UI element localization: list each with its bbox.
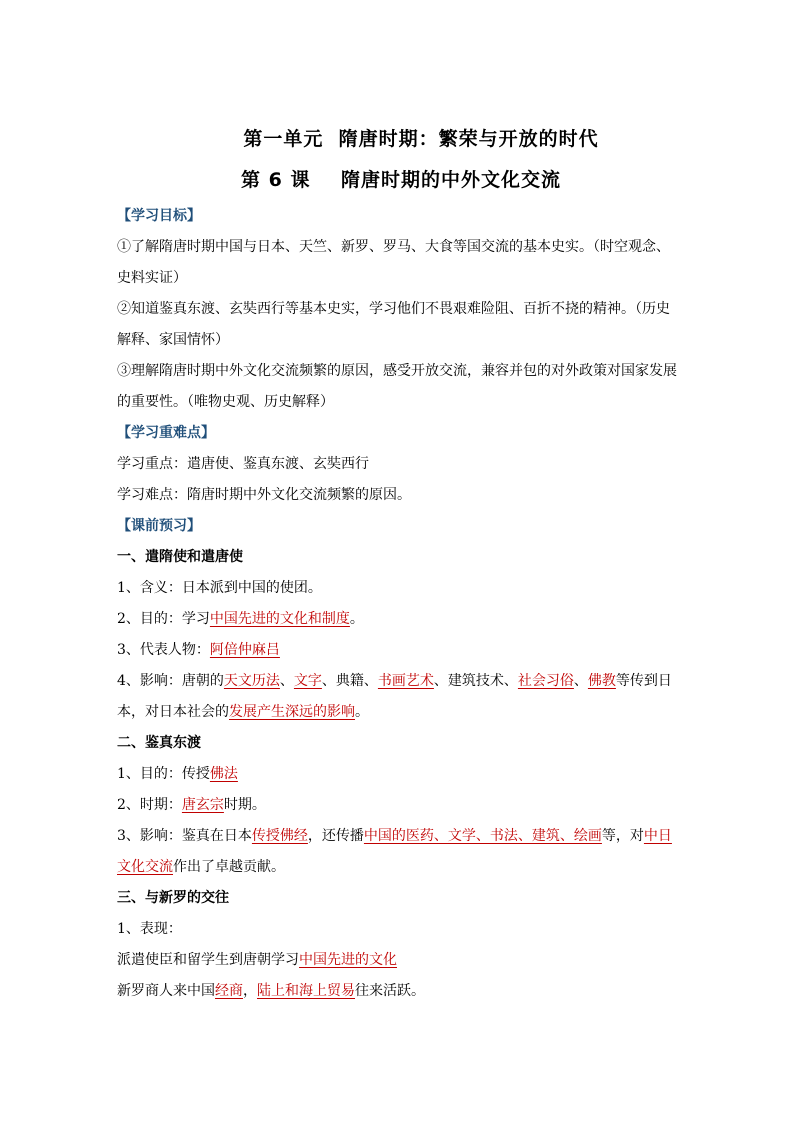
section-1-heading: 一、遣隋使和遣唐使	[117, 549, 243, 565]
s1-representative	[117, 635, 679, 666]
lesson-title: 第 6 课 隋唐时期的中外文化交流	[241, 169, 561, 191]
s2-period	[117, 790, 679, 821]
answer-text: 陆上和海上贸易	[257, 983, 355, 999]
key-focus: 学习重点：遣唐使、鉴真东渡、玄奘西行	[117, 456, 369, 472]
objective-1-line-2: 史料实证）	[117, 270, 187, 286]
answer-text: 发展产生深远的影响	[229, 704, 355, 720]
text-run: 2、时期：	[117, 797, 182, 813]
answer-text: 文字	[293, 673, 322, 689]
text-run: 派遣使臣和留学生到唐朝学习	[117, 952, 299, 968]
text-run: 3、影响：鉴真在日本	[117, 828, 252, 844]
text-run: 新罗商人来中国	[117, 983, 215, 999]
preview-header: 【课前预习】	[117, 518, 201, 534]
answer-text: 社会习俗	[517, 673, 574, 689]
answer-text: 中国先进的文化	[299, 952, 397, 968]
answer-text: 经商	[215, 983, 243, 999]
section-2-heading: 二、鉴真东渡	[117, 735, 201, 751]
text-run: 往来活跃。	[355, 983, 425, 999]
objective-2-line-2: 解释、家国情怀）	[117, 332, 229, 348]
text-run: 等，对	[601, 828, 644, 844]
s2-purpose	[117, 759, 679, 790]
answer-text: 中国的医药、文学、书法、建筑、绘画	[363, 828, 602, 844]
text-run: 。	[355, 704, 369, 720]
answer-text: 中日	[643, 828, 672, 844]
objective-3-line-2: 的重要性。（唯物史观、历史解释）	[117, 394, 334, 410]
s1-influence-line-2	[117, 697, 679, 728]
answer-text: 中国先进的文化和制度	[209, 611, 350, 627]
objective-3-line-1: ③理解隋唐时期中外文化交流频繁的原因，感受开放交流，兼容并包的对外政策对国家发展	[117, 363, 677, 379]
s1-influence-line-1	[117, 666, 679, 697]
s2-influence-line-1	[117, 821, 679, 852]
text-run: 本，对日本社会的	[117, 704, 229, 720]
key-points-header: 【学习重难点】	[117, 425, 215, 441]
s1-representative-label: 3、代表人物：	[117, 642, 210, 658]
text-run: 、	[279, 673, 294, 689]
text-run: 作出了卓越贡献。	[173, 859, 285, 875]
answer-text: 阿倍仲麻吕	[209, 642, 280, 658]
s3-merchants	[117, 976, 679, 1007]
answer-text: 佛法	[209, 766, 238, 782]
s2-influence-line-2	[117, 852, 679, 883]
text-run: ，还传播	[307, 828, 364, 844]
lesson-content	[117, 201, 679, 1007]
answer-text: 佛教	[587, 673, 616, 689]
text-run: 、建筑技术、	[433, 673, 518, 689]
text-run: 时期。	[223, 797, 266, 813]
answer-text: 传授佛经	[251, 828, 308, 844]
text-run: 4、影响：唐朝的	[117, 673, 224, 689]
answer-text: 唐玄宗	[181, 797, 224, 813]
text-run: ，	[243, 983, 257, 999]
text-run: 、	[573, 673, 588, 689]
text-run: 等传到日	[615, 673, 672, 689]
s3-envoys	[117, 945, 679, 976]
objective-2-line-1: ②知道鉴真东渡、玄奘西行等基本史实，学习他们不畏艰难险阻、百折不挠的精神。（历史	[117, 301, 670, 317]
s1-purpose-label: 2、目的：学习	[117, 611, 210, 627]
s1-purpose	[117, 604, 679, 635]
punctuation: 。	[349, 611, 364, 627]
section-3-heading: 三、与新罗的交往	[117, 890, 229, 906]
answer-text: 天文历法	[223, 673, 280, 689]
text-run: 、典籍、	[321, 673, 378, 689]
s3-manifestation: 1、表现：	[117, 921, 182, 937]
objective-1-line-1: ①了解隋唐时期中国与日本、天竺、新罗、罗马、大食等国交流的基本史实。（时空观念、	[117, 239, 670, 255]
unit-title: 第一单元 隋唐时期：繁荣与开放的时代	[243, 128, 599, 150]
answer-text: 文化交流	[117, 859, 173, 875]
objectives-header: 【学习目标】	[117, 208, 201, 224]
key-difficulty: 学习难点：隋唐时期中外文化交流频繁的原因。	[117, 487, 411, 503]
text-run: 1、目的：传授	[117, 766, 210, 782]
s1-meaning: 1、含义：日本派到中国的使团。	[117, 580, 322, 596]
answer-text: 书画艺术	[377, 673, 434, 689]
